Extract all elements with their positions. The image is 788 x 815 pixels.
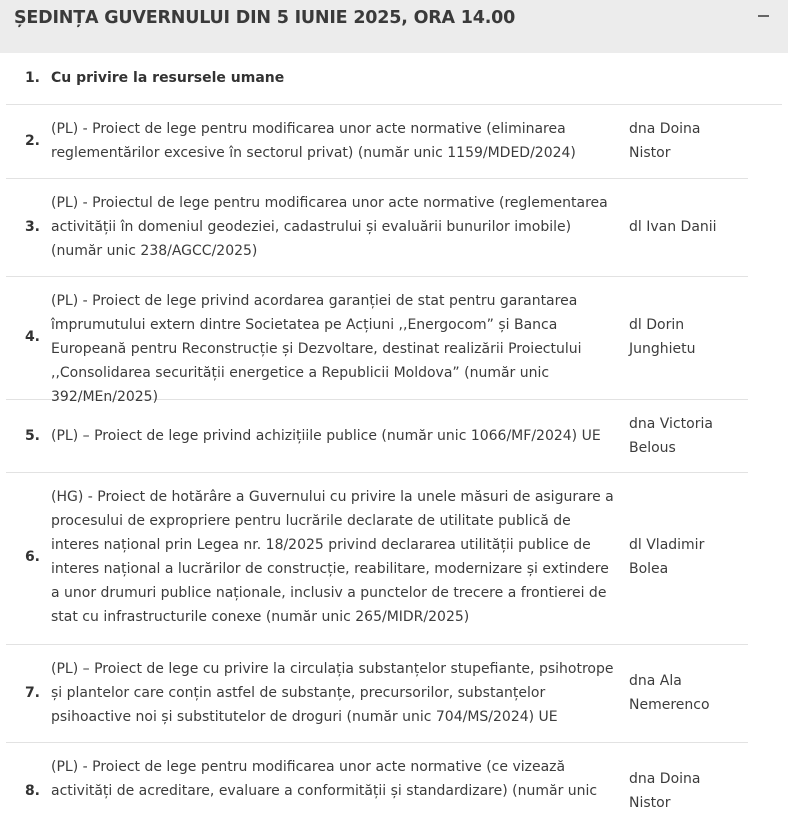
item-speaker: dna Victoria Belous (629, 416, 713, 456)
item-description: (PL) - Proiect de lege pentru modificarea unor acte normative (ce vizează activități de acreditare, evaluare a conformității și standardizare) (număr unic (51, 759, 598, 799)
item-speaker: dna Doina Nistor (629, 121, 701, 161)
meeting-title: ȘEDINȚA GUVERNULUI DIN 5 IUNIE 2025, ORA 14.00 (14, 8, 516, 28)
item-number: 2. (24, 133, 40, 149)
item-description: (HG) - Proiect de hotărâre a Guvernului cu privire la unele măsuri de asigurare a procesului de expropriere pentru lucrările declarate de utilitate publică de interes național prin Legea nr. 18/2025 privind declararea utilității publice de interes național a lucrărilor de construcție, reabilitare, modernizare și extindere a unor drumuri publice naționale, inclusiv a punctelor de trecere a frontierei de stat cu infrastructurile conexe (număr unic 265/MIDR/2025) (51, 489, 614, 625)
item-speaker: dl Dorin Junghietu (629, 317, 696, 357)
agenda-item-row (6, 644, 748, 743)
agenda-item-row (6, 178, 748, 277)
item-speaker: dl Ivan Danii (629, 219, 717, 235)
item-speaker: dna Doina Nistor (629, 771, 701, 811)
item-number: 6. (24, 549, 40, 565)
item-speaker: dna Ala Nemerenco (629, 673, 710, 713)
item-number: 5. (24, 428, 40, 444)
item-number: 7. (24, 685, 40, 701)
item-description: (PL) – Proiect de lege cu privire la circulația substanțelor stupefiante, psihotrope și plantelor care conțin astfel de substanțe, precursorilor, substanțelor psihoactive noi și substitutelor de droguri (număr unic 704/MS/2024) UE (51, 661, 614, 725)
item-description: (PL) - Proiect de lege pentru modificarea unor acte normative (eliminarea reglementărilor excesive în sectorul privat) (număr unic 1159/MDED/2024) (51, 121, 576, 161)
item-number: 3. (24, 219, 40, 235)
agenda-section-row (6, 53, 782, 105)
meeting-header[interactable] (0, 0, 788, 53)
agenda-item-row (6, 399, 748, 473)
item-number: 8. (24, 783, 40, 799)
agenda-item-row (6, 276, 748, 405)
agenda-item-row (6, 104, 748, 179)
section-title: Cu privire la resursele umane (51, 70, 285, 86)
item-description: (PL) – Proiect de lege privind achizițiile publice (număr unic 1066/MF/2024) UE (51, 428, 601, 444)
agenda-item-row (6, 742, 748, 811)
item-number: 4. (24, 329, 40, 345)
item-description: (PL) - Proiectul de lege pentru modificarea unor acte normative (reglementarea activității în domeniul geodeziei, cadastrului și evaluării bunurilor imobile) (număr unic 238/AGCC/2025) (51, 195, 608, 259)
item-description: (PL) - Proiect de lege privind acordarea garanției de stat pentru garantarea împrumutului extern dintre Societatea pe Acțiuni ,,Energocom” și Banca Europeană pentru Reconstrucție și Dezvoltare, destinat realizării Proiectului ,,Consolidarea securității energetice a Republicii Moldova” (număr unic 392/MEn/2025) (51, 293, 582, 405)
agenda-item-row (6, 472, 748, 645)
collapse-minus-icon[interactable] (758, 15, 769, 17)
item-speaker: dl Vladimir Bolea (629, 537, 705, 577)
section-number: 1. (24, 70, 40, 86)
